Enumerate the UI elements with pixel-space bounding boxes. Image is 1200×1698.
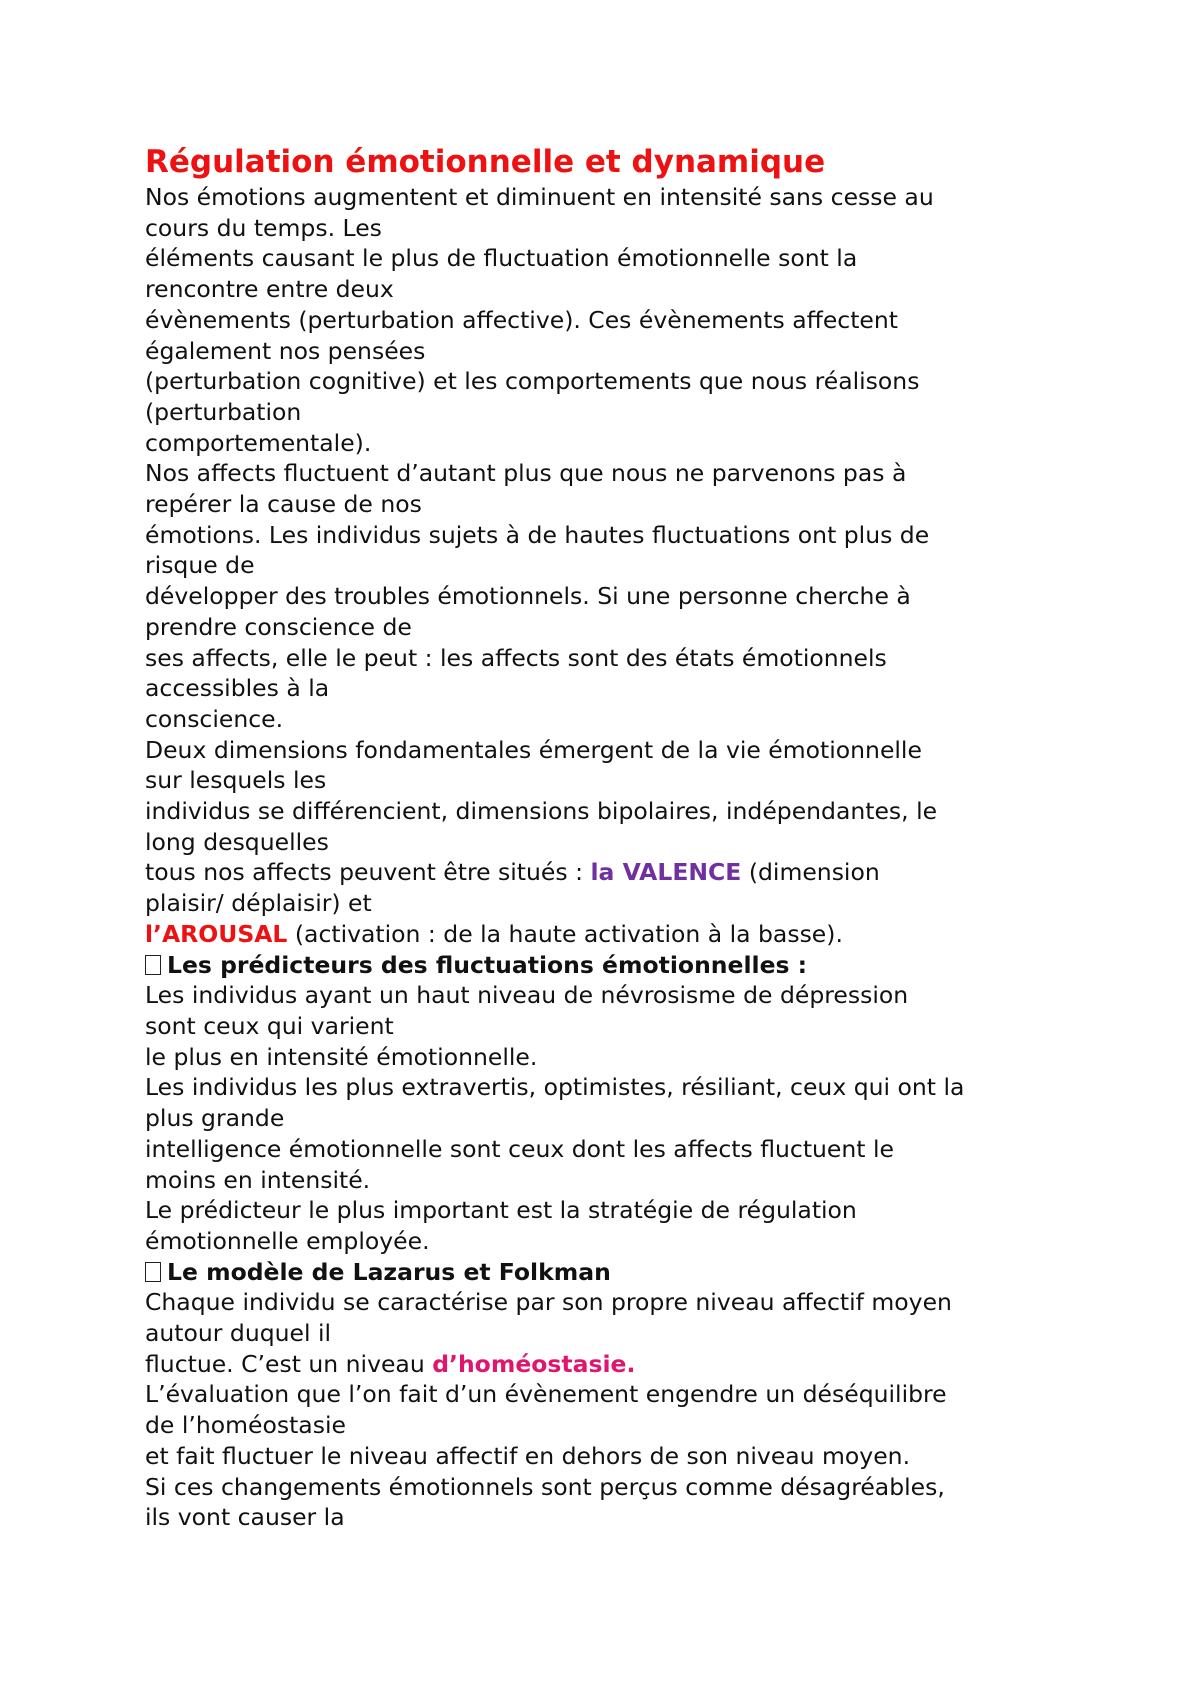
text-line: et fait fluctuer le niveau affectif en dehors de son niveau moyen.	[145, 1441, 911, 1470]
text-line: ils vont causer la	[145, 1503, 345, 1532]
homeostasie-highlight: d’homéostasie.	[432, 1349, 636, 1378]
text-line: plaisir/ déplaisir) et	[145, 889, 372, 918]
text-line: Nos affects fluctuent d’autant plus que nous ne parvenons pas à	[145, 459, 907, 488]
text-line: ses affects, elle le peut : les affects sont des états émotionnels	[145, 643, 887, 672]
section-heading-predicteurs	[145, 950, 1075, 981]
text-line: long desquelles	[145, 827, 329, 856]
valence-highlight: la VALENCE	[590, 858, 742, 887]
text-line: comportementale).	[145, 428, 372, 457]
section-heading-text: Les prédicteurs des fluctuations émotionnelles :	[167, 950, 808, 979]
bullet-icon	[145, 1262, 161, 1282]
text-line: Si ces changements émotionnels sont perçus comme désagréables,	[145, 1472, 945, 1501]
text-line: éléments causant le plus de fluctuation émotionnelle sont la	[145, 244, 858, 273]
text-line: (perturbation	[145, 397, 302, 426]
valence-line-before: tous nos affects peuvent être situés :	[145, 858, 591, 887]
text-line: Chaque individu se caractérise par son propre niveau affectif moyen	[145, 1288, 952, 1317]
text-line: individus se différencient, dimensions bipolaires, indépendantes, le	[145, 797, 938, 826]
homeostasie-line	[145, 1349, 1075, 1380]
text-line: Les individus les plus extravertis, optimistes, résiliant, ceux qui ont la	[145, 1073, 965, 1102]
document-body	[145, 142, 1075, 1533]
text-line: conscience.	[145, 704, 284, 733]
text-line: Nos émotions augmentent et diminuent en intensité sans cesse au	[145, 183, 934, 211]
text-line: émotionnelle employée.	[145, 1226, 430, 1255]
text-line: développer des troubles émotionnels. Si une personne cherche à	[145, 582, 911, 611]
text-line: L’évaluation que l’on fait d’un évènement engendre un déséquilibre	[145, 1380, 947, 1409]
text-line: de l’homéostasie	[145, 1411, 346, 1440]
text-line: sur lesquels les	[145, 766, 327, 795]
valence-line-after: (dimension	[741, 858, 880, 887]
text-line: risque de	[145, 551, 255, 580]
section-heading-text: Le modèle de Lazarus et Folkman	[167, 1257, 611, 1286]
text-line: repérer la cause de nos	[145, 490, 422, 519]
text-line: moins en intensité.	[145, 1165, 371, 1194]
text-line: Le prédicteur le plus important est la stratégie de régulation	[145, 1196, 857, 1225]
valence-line	[145, 857, 1075, 888]
text-line: sont ceux qui varient	[145, 1011, 394, 1040]
text-line: le plus en intensité émotionnelle.	[145, 1042, 538, 1071]
page-title: Régulation émotionnelle et dynamique	[145, 144, 826, 180]
text-line: accessibles à la	[145, 674, 330, 703]
text-line: évènements (perturbation affective). Ces évènements affectent	[145, 305, 898, 334]
text-line: également nos pensées	[145, 336, 426, 365]
section-heading-lazarus	[145, 1257, 1075, 1288]
text-line: Deux dimensions fondamentales émergent de la vie émotionnelle	[145, 735, 922, 764]
arousal-line	[145, 919, 1075, 950]
arousal-highlight: l’AROUSAL	[145, 919, 288, 948]
homeostasie-line-before: fluctue. C’est un niveau	[145, 1349, 433, 1378]
text-line: plus grande	[145, 1104, 285, 1133]
text-line: intelligence émotionnelle sont ceux dont les affects fluctuent le	[145, 1134, 894, 1163]
text-line: cours du temps. Les	[145, 213, 382, 242]
arousal-line-after: (activation : de la haute activation à la basse).	[287, 919, 843, 948]
bullet-icon	[145, 955, 161, 975]
text-line: (perturbation cognitive) et les comportements que nous réalisons	[145, 367, 920, 396]
text-line: Les individus ayant un haut niveau de névrosisme de dépression	[145, 981, 909, 1010]
text-line: émotions. Les individus sujets à de hautes fluctuations ont plus de	[145, 520, 930, 549]
text-line: rencontre entre deux	[145, 275, 394, 304]
text-line: autour duquel il	[145, 1319, 332, 1348]
text-line: prendre conscience de	[145, 612, 412, 641]
